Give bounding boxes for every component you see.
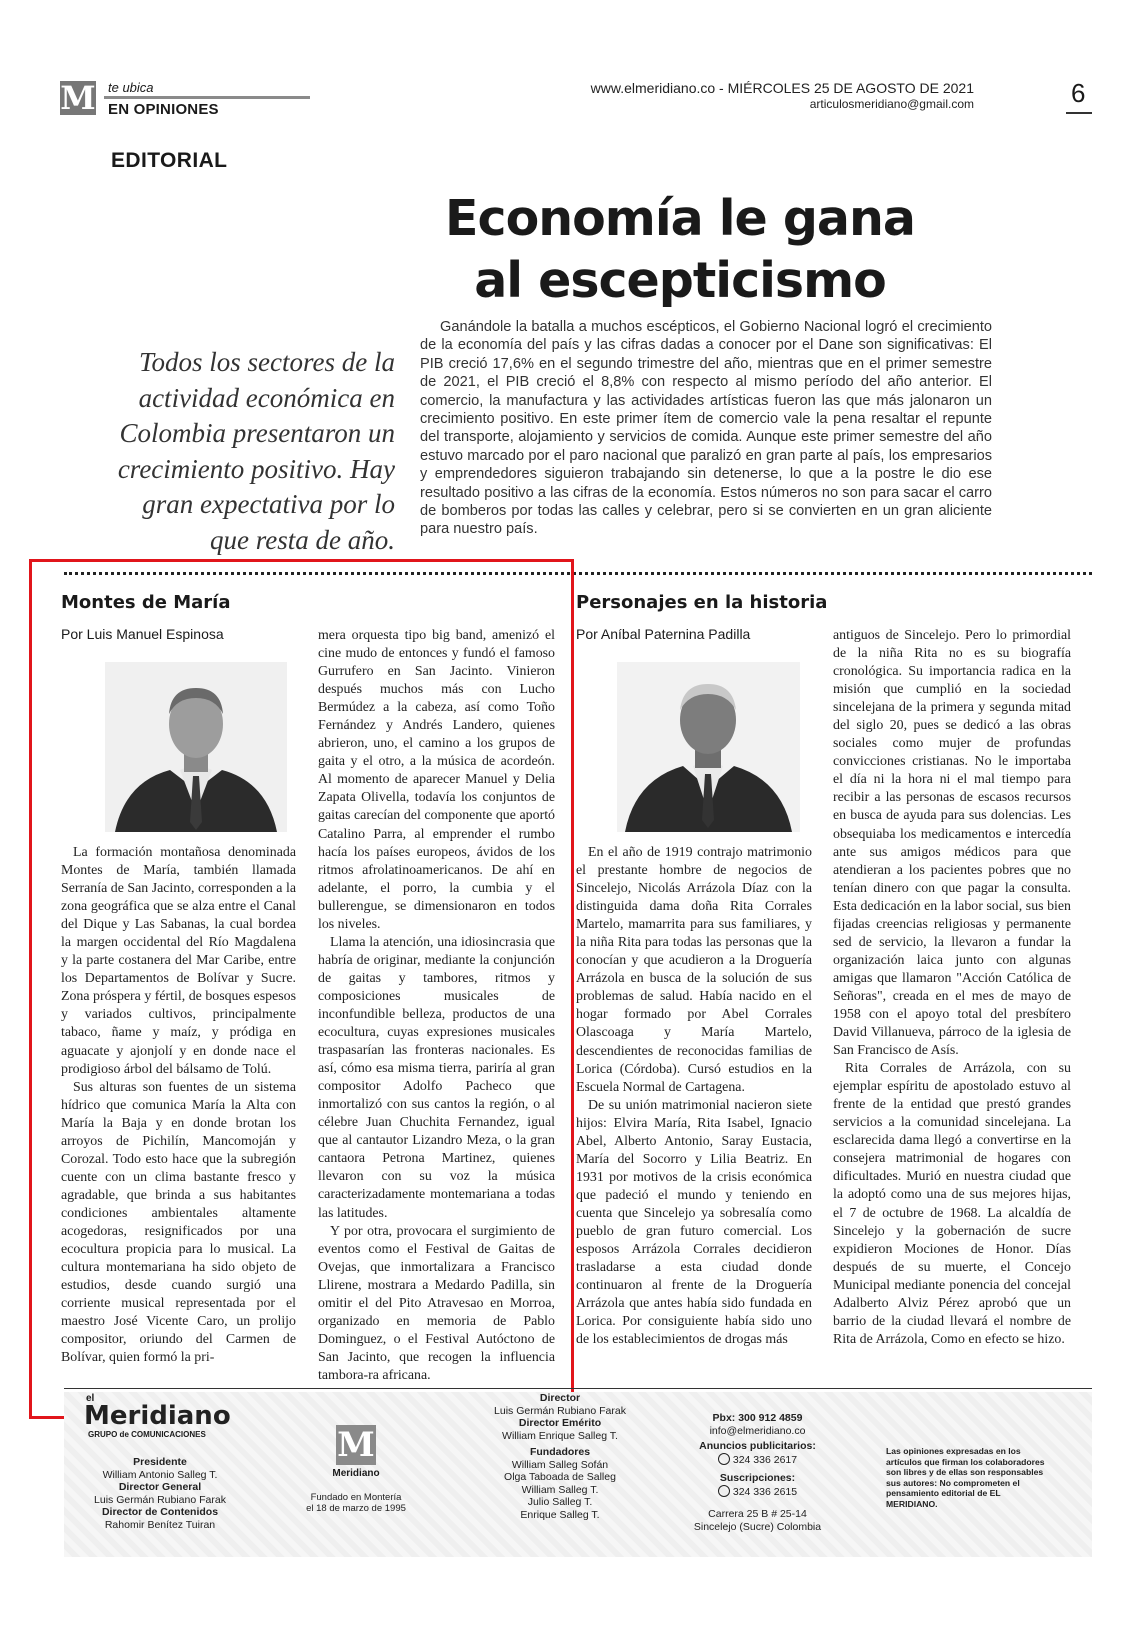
editorial-body: Ganándole la batalla a muchos escépticos, el Gobierno Nacional logró el crecimiento de la economía del país y las cifras dadas a conocer por el Dane son significativas: El PIB creció 17,6% en el segundo trimestre del año, mientras que en el primer semestre de 2021, el PIB creció el 8,8% con respecto al mismo período del año anterior. El comercio, la manufactura y las actividades artísticas fueron las que más jalonaron un crecimiento positivo. En este primer ítem de comercio vale la pena resaltar el repunte del transporte, alojamiento y servicios de comida. Aunque este primer semestre del año estuvo marcado por el paro nacional que paralizó en gran parte al país, los empresarios y emprendedores siguieron trabajando sin detenerse, lo que a la postre le dio ese resultado positivo a las cifras de la economía. Estos números no son para sacar el carro de bomberos por todas las calles y celebrar, pero si se convierten en un gran aliciente para nuestro país.	[420, 319, 992, 538]
paragraph: Sus alturas son fuentes de un sistema hídrico que comunica María la Alta con María la Baja y en donde brotan los arroyos de Pichilín, Mancomoján y Corozal. Todo esto hace que la subregión cuente con un clima bastante fresco y agradable, que brinda a sus habitantes condiciones ambientales altamente acogedoras, resignificados por una ecocultura propicia para lo musical. La cultura montemariana ha sido objeto de estudios, desde cuando surgió una corriente musical representada por el maestro José Vicente Caro, un prolijo compositor, oriundo del Carmen de Bolívar, quien formó la pri-	[61, 1079, 296, 1366]
author-photo-paternina	[617, 662, 800, 832]
staff-name: William Salleg T.	[521, 1483, 599, 1496]
header-tagline: te ubica	[108, 80, 154, 95]
editorial-label: EDITORIAL	[111, 149, 228, 172]
address-line: Sincelejo (Sucre) Colombia	[693, 1520, 822, 1533]
headline-line-1: Economía le gana	[445, 190, 915, 247]
dateline: www.elmeridiano.co - MIÉRCOLES 25 DE AGOSTO DE 2021	[590, 80, 974, 96]
staff-role: Director de Contenidos	[101, 1506, 219, 1518]
paragraph: mera orquesta tipo big band, amenizó el cine mudo de entonces y fundó el famoso Gurrufero en San Jacinto. Vinieron después muchos más con Lucho Bermúdez a la cabeza, así como Toño Fernández y Andrés Landero, quienes abrieron, uno, el camino a los grupos de gaita y el otro, a la música de acordeón. Al momento de aparecer Manuel y Delia Zapata Olivella, todavía los conjuntos de gaitas carecían del componente que aportó Catalino Parra, al emprender el rumbo hacía los países europeos, ávidos de los ritmos afrolatinoamericanos. De ahí en adelante, el porro, la cumbia y el bullerengue, se dimensionaron en todos los niveles.	[318, 628, 555, 932]
contact-email[interactable]: info@elmeridiano.co	[709, 1424, 806, 1437]
footer-brand: Meridiano	[84, 1401, 231, 1431]
section-name: EN OPINIONES	[108, 101, 219, 118]
staff-role: Fundadores	[529, 1446, 591, 1458]
subs-label: Suscripciones:	[719, 1472, 796, 1484]
staff-name: William Antonio Salleg T.	[102, 1468, 218, 1481]
paragraph: Llama la atención, una idiosincrasia que habría de originar, mediante la conjunción de gaitas y tambores, ritmos y composiciones musicales de inconfundible belleza, productos de una ecocultura, cuyas expresiones musicales traspasarían las fronteras nacionales. Es así, cómo esa misma tierra, pariría al gran compositor Adolfo Pacheco que inmortalizó con sus cantos la región, o al célebre Juan Chuchita Fernandez, igual que al cantautor Lizandro Meza, o la gran cantaora Petrona Martinez, quienes llevaron con su voz la música caracterizadamente montemariana a todas las latitudes.	[318, 934, 555, 1221]
staff-name: William Enrique Salleg T.	[502, 1429, 618, 1442]
pbx: Pbx: 300 912 4859	[712, 1412, 803, 1424]
right-article-col2	[833, 627, 1071, 1349]
staff-role: Presidente	[133, 1456, 187, 1468]
editorial-headline	[380, 188, 980, 312]
highlight-box	[29, 559, 574, 1419]
footer-contact	[670, 1412, 845, 1533]
staff-name: William Salleg Sofán	[511, 1458, 609, 1471]
ads-label: Anuncios publicitarios:	[699, 1440, 816, 1452]
whatsapp-icon	[718, 1485, 730, 1497]
footer-staff-col3	[475, 1392, 645, 1521]
staff-name: Olga Taboada de Salleg	[504, 1471, 616, 1483]
staff-role: Director Emérito	[518, 1417, 602, 1429]
right-article-byline: Por Aníbal Paternina Padilla	[576, 626, 751, 642]
header-rule	[104, 96, 310, 99]
paragraph: De su unión matrimonial nacieron siete hijos: Elvira María, Rita Isabel, Ignacio Abel, Alberto Antonio, Saray Eustacia, María del Socorro y Lilia Beatriz. En 1931 por motivos de la crisis económica que padeció el mundo y teniendo en cuenta que Sincelejo ya sobresalía como pueblo de gran futuro comercial. Los esposos Arrázola Corrales decidieron trasladarse a esta ciudad donde continuaron al frente de la Droguería Arrázola que antes había sido fundada en Lorica. Por consiguiente había sido uno de los establecimientos de drogas más	[576, 1097, 812, 1348]
paragraph: Rita Corrales de Arrázola, con su ejemplar espíritu de apostolado estuvo al frente de la entidad que prestó grandes servicios a la comunidad sincelejana. La esclarecida dama llegó a convertirse en la consejera matrimonial de hogares con dificultades. Murió en nuestra ciudad que la adoptó como una de sus mejores hijas, el 7 de octubre de 1968. La alcaldía de Sincelejo y la gobernación de sucre expidieron Mociones de Honor. Días después de su muerte, el Concejo Municipal mediante ponencia del concejal Adalberto Alviz Pérez aprobó que un barrio de la ciudad llevará el nombre de Rita de Arrázola, Como en efecto se hizo.	[833, 1061, 1071, 1347]
footer-logo-icon: M	[337, 1425, 375, 1465]
left-article-title: Montes de María	[61, 592, 231, 613]
right-article-title: Personajes en la historia	[576, 592, 828, 613]
footer-staff-col1	[75, 1456, 245, 1531]
staff-role: Director General	[118, 1481, 202, 1493]
page-number: 6	[1071, 78, 1086, 108]
paragraph: antiguos de Sincelejo. Pero lo primordial de la niña Rita no es su biografía cronológica. Su importancia radica en la misión que cumplió en la sociedad sincelejana de la primera y segunda mitad del siglo 20, pues se dedicó a las obras sociales como mujer de profundas convicciones cristianas. No le importaba el día ni la hora ni el mal tiempo para recibir a las personas de escasos recursos en busca de ayuda para sus dolencias. Les obsequiaba los medicamentos e intercedía ante sus amigos médicos para que atendieran a los pacientes pobres que no tenían dinero con que pagar la consulta. Esta dedicación en la labor social, sus bien fijadas creencias religiosas y permanente sed de servicio, la llevaron a fundar la organización laica junto con algunas amigas que llamaron "Acción Católica de Señoras", creada en el mes de mayo de 1958 con el apoyo total del presbítero David Villanueva, párroco de la iglesia de San Francisco de Asís.	[833, 628, 1071, 1059]
right-article-col1	[576, 844, 812, 1349]
staff-name: Julio Salleg T.	[527, 1496, 593, 1508]
headline-line-2: al escepticismo	[474, 252, 886, 309]
footer-rule	[64, 1388, 1092, 1389]
staff-name: Luis Germán Rubiano Farak	[494, 1404, 626, 1417]
page-number-rule	[1066, 112, 1092, 114]
pull-quote: Todos los sectores de la actividad económica en Colombia presentaron un crecimiento positivo. Hay gran expectativa por lo que resta de año.	[117, 347, 395, 555]
paragraph: La formación montañosa denominada Montes de María, también llamada Serranía de San Jacinto, corresponden a la zona geográfica que se alza entre el Canal del Dique y Las Sabanas, la cual bordea la margen occidental del Río Magdalena y la parte costanera del Mar Caribe, entre los Departamentos de Bolívar y Sucre. Zona próspera y fértil, de bosques espesos y variados cultivos, principalmente tabaco, ñame y maíz, y pródiga en aguacate y ajonjolí y en donde nace el prodigioso árbol del bálsamo de Tolú.	[61, 845, 296, 1077]
left-article-byline: Por Luis Manuel Espinosa	[61, 626, 224, 642]
footer-logo-caption: Meridiano	[332, 1468, 380, 1479]
ads-phone[interactable]: 324 336 2617	[732, 1453, 798, 1466]
staff-name: Enrique Salleg T.	[520, 1508, 600, 1521]
meridiano-logo: M	[60, 79, 96, 117]
whatsapp-icon	[718, 1453, 730, 1465]
founded-note: Fundado en Montería el 18 de marzo de 1995	[306, 1492, 406, 1514]
portrait-image	[617, 662, 800, 832]
address-line: Carrera 25 B # 25-14	[708, 1508, 807, 1520]
header-email: articulosmeridiano@gmail.com	[809, 97, 974, 111]
footer-brand-sub: GRUPO de COMUNICACIONES	[88, 1430, 206, 1439]
paragraph: Y por otra, provocara el surgimiento de eventos como el Festival de Gaitas de Ovejas, que inmortalizara a Francisco Llirene, mostrara a Medardo Padilla, sin omitir el del Pito Atravesao en Morroa, organizado en memoria de Pablo Dominguez, o el Festival Autóctono de San Jacinto, que recogen la influencia tambora-ra africana.	[318, 1223, 555, 1383]
staff-role: Director	[539, 1392, 581, 1404]
subs-phone[interactable]: 324 336 2615	[732, 1485, 798, 1498]
staff-name: Luis Germán Rubiano Farak	[94, 1493, 226, 1506]
paragraph: En el año de 1919 contrajo matrimonio el prestante hombre de negocios de Sincelejo, Nicolás Arrázola Díaz con la distinguida dama doña Rita Corrales Martelo, mamarrita para sus familiares, y la niña Rita para todas las personas que la conocían y que acudieron a la Droguería Arrázola en busca de la solución de sus problemas de salud. Había nacido en el hogar formado por Abel Corrales Olascoaga y María Martelo, descendientes de reconocidas familias de Lorica (Córdoba). Cursó estudios en la Escuela Normal de Cartagena.	[576, 845, 812, 1095]
footer-brand-small: el	[86, 1393, 95, 1404]
footer-disclaimer: Las opiniones expresadas en los artículos que firman los colaboradores son libres y de ellas son responsables sus autores: No comprometen el pensamiento editorial de EL MERIDIANO.	[886, 1446, 1045, 1509]
staff-name: Rahomir Benítez Tuiran	[104, 1518, 216, 1531]
